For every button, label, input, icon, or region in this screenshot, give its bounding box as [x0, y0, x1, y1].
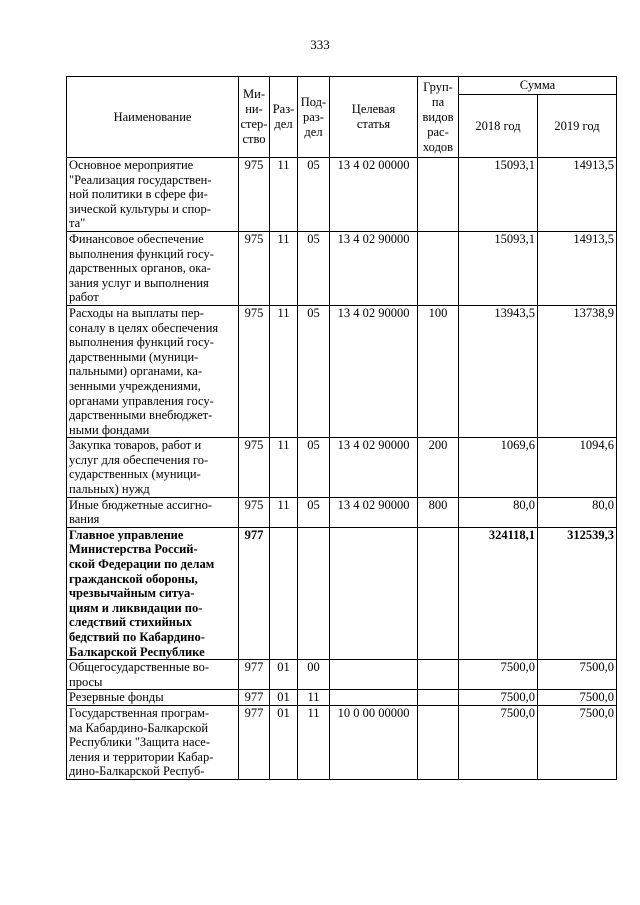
row-subsection: 05 — [298, 438, 330, 497]
row-ministry: 977 — [239, 660, 270, 690]
row-ministry: 975 — [239, 231, 270, 305]
row-subsection: 05 — [298, 231, 330, 305]
row-name: Общегосударственные во- просы — [67, 660, 239, 690]
row-expense-group — [418, 527, 459, 659]
row-expense-group — [418, 231, 459, 305]
row-sum-2018: 80,0 — [459, 497, 538, 527]
row-name: Финансовое обеспечение выполнения функций госу- дарственных органов, ока- зания услуг и выполнения работ — [67, 231, 239, 305]
budget-table — [66, 76, 617, 780]
row-expense-group: 200 — [418, 438, 459, 497]
header-row — [67, 77, 617, 95]
row-ministry: 977 — [239, 690, 270, 706]
table-row — [67, 231, 617, 305]
row-target: 13 4 02 90000 — [330, 305, 418, 437]
row-section: 01 — [270, 660, 298, 690]
row-sum-2019: 312539,3 — [538, 527, 617, 659]
row-section: 11 — [270, 305, 298, 437]
row-name: Иные бюджетные ассигно- вания — [67, 497, 239, 527]
row-expense-group: 800 — [418, 497, 459, 527]
row-name: Закупка товаров, работ и услуг для обеспечения го- сударственных (муници- пальных) нужд — [67, 438, 239, 497]
header-subsection: Под- раз- дел — [298, 77, 330, 158]
table-row — [67, 527, 617, 659]
row-sum-2018: 13943,5 — [459, 305, 538, 437]
row-subsection: 05 — [298, 158, 330, 232]
page-number: 333 — [310, 37, 330, 52]
row-ministry: 975 — [239, 305, 270, 437]
row-sum-2018: 7500,0 — [459, 705, 538, 779]
header-name: Наименование — [67, 77, 239, 158]
row-sum-2019: 1094,6 — [538, 438, 617, 497]
row-section: 01 — [270, 690, 298, 706]
row-section — [270, 527, 298, 659]
row-target: 13 4 02 00000 — [330, 158, 418, 232]
row-subsection: 05 — [298, 305, 330, 437]
row-sum-2018: 7500,0 — [459, 690, 538, 706]
header-year-2019: 2019 год — [538, 95, 617, 158]
row-name: Резервные фонды — [67, 690, 239, 706]
row-expense-group — [418, 158, 459, 232]
row-section: 11 — [270, 231, 298, 305]
row-sum-2019: 14913,5 — [538, 158, 617, 232]
row-sum-2019: 7500,0 — [538, 660, 617, 690]
header-ministry: Ми- ни- стер- ство — [239, 77, 270, 158]
table-row — [67, 438, 617, 497]
row-section: 01 — [270, 705, 298, 779]
row-target: 10 0 00 00000 — [330, 705, 418, 779]
row-name: Государственная програм- ма Кабардино-Балкарской Республики "Защита насе- ления и территории Кабар- дино-Балкарской Респуб- — [67, 705, 239, 779]
row-subsection: 11 — [298, 705, 330, 779]
row-target — [330, 690, 418, 706]
header-target: Целевая статья — [330, 77, 418, 158]
row-sum-2019: 13738,9 — [538, 305, 617, 437]
row-subsection — [298, 527, 330, 659]
row-expense-group — [418, 705, 459, 779]
row-sum-2018: 1069,6 — [459, 438, 538, 497]
table-row — [67, 158, 617, 232]
row-ministry: 977 — [239, 527, 270, 659]
row-expense-group — [418, 660, 459, 690]
row-subsection: 00 — [298, 660, 330, 690]
row-name: Основное мероприятие "Реализация государствен- ной политики в сфере фи- зической культуры и спор- та" — [67, 158, 239, 232]
table-row — [67, 660, 617, 690]
row-sum-2019: 7500,0 — [538, 690, 617, 706]
row-sum-2018: 15093,1 — [459, 231, 538, 305]
row-subsection: 05 — [298, 497, 330, 527]
table-row — [67, 690, 617, 706]
row-target: 13 4 02 90000 — [330, 438, 418, 497]
row-ministry: 977 — [239, 705, 270, 779]
row-expense-group — [418, 690, 459, 706]
row-ministry: 975 — [239, 438, 270, 497]
row-target — [330, 660, 418, 690]
table-row — [67, 305, 617, 437]
row-sum-2018: 7500,0 — [459, 660, 538, 690]
row-expense-group: 100 — [418, 305, 459, 437]
row-sum-2018: 15093,1 — [459, 158, 538, 232]
row-name: Главное управление Министерства Россий- ской Федерации по делам гражданской обороны, чрезвычайным ситуа- циям и ликвидации по- следствий стихийных бедствий по Кабардино- Балкарской Республике — [67, 527, 239, 659]
row-target: 13 4 02 90000 — [330, 231, 418, 305]
row-target: 13 4 02 90000 — [330, 497, 418, 527]
row-ministry: 975 — [239, 497, 270, 527]
header-year-2018: 2018 год — [459, 95, 538, 158]
row-sum-2018: 324118,1 — [459, 527, 538, 659]
header-sum: Сумма — [459, 77, 617, 95]
row-ministry: 975 — [239, 158, 270, 232]
row-sum-2019: 14913,5 — [538, 231, 617, 305]
row-name: Расходы на выплаты пер- соналу в целях обеспечения выполнения функций госу- дарственными (муници- пальными) органами, ка- зенными учреждениями, органами управления госу- дарственными внебюджет- ными фондами — [67, 305, 239, 437]
table-row — [67, 497, 617, 527]
row-section: 11 — [270, 158, 298, 232]
row-section: 11 — [270, 497, 298, 527]
row-target — [330, 527, 418, 659]
row-sum-2019: 80,0 — [538, 497, 617, 527]
table-row — [67, 705, 617, 779]
row-subsection: 11 — [298, 690, 330, 706]
header-expense-group: Груп- па видов рас- ходов — [418, 77, 459, 158]
row-section: 11 — [270, 438, 298, 497]
row-sum-2019: 7500,0 — [538, 705, 617, 779]
header-section: Раз- дел — [270, 77, 298, 158]
